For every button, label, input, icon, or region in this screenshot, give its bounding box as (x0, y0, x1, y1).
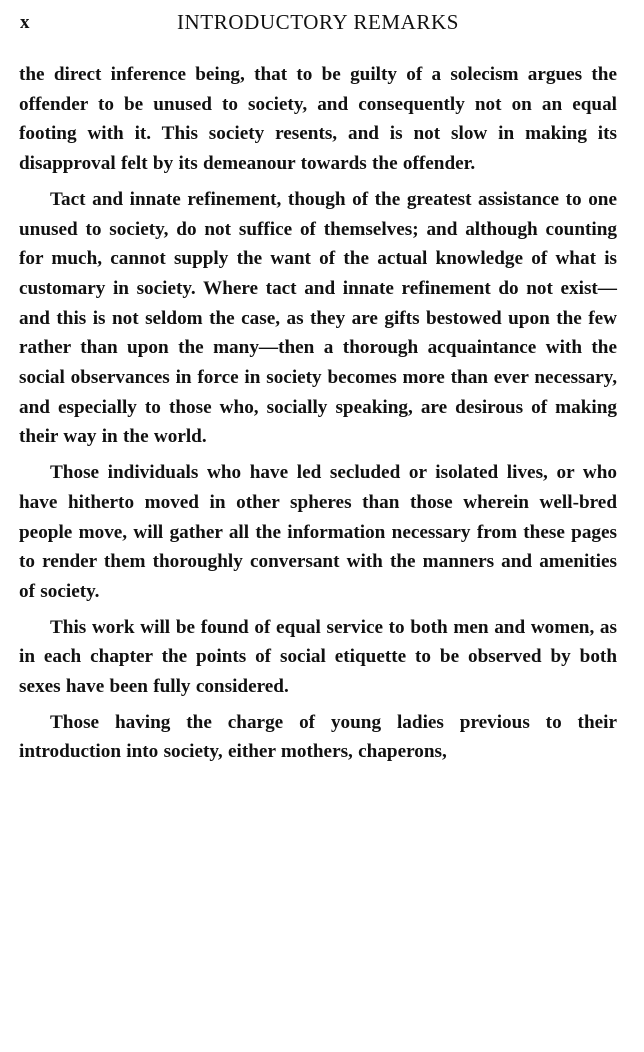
paragraph-young-ladies: Those having the charge of young ladies previous to their introduction into society, either mothers, chaperons, (19, 711, 617, 763)
paragraph-tact-and-refinement: Tact and innate refinement, though of the greatest assistance to one unused to society, do not suffice of themselves; and although counting for much, cannot supply the want of the actual knowledge of what is customary in society. Where tact and innate refinement do not exist—and this is not seldom the case, as they are gifts bestowed upon the few rather than upon the many—then a thorough acquaintance with the social observances in force in society becomes more than ever necessary, and especially to those who, socially speaking, are desirous of making their way in the world. (19, 188, 617, 448)
running-header (19, 6, 617, 38)
body-text (19, 60, 617, 767)
paragraph-continued: the direct inference being, that to be guilty of a solecism argues the offender to be unused to society, and consequently not on an equal footing with it. This society resents, and is not slow in making its disapproval felt by its demeanour towards the offender. (19, 64, 617, 175)
book-page (19, 6, 617, 773)
running-title: INTRODUCTORY REMARKS (176, 10, 460, 34)
paragraph-secluded-individuals: Those individuals who have led secluded or isolated lives, or who have hitherto moved in other spheres than those wherein well-bred people move, will gather all the information necessary from these pages to render them thoroughly conversant with the manners and amenities of society. (19, 462, 617, 602)
page-number: x (20, 12, 30, 33)
paragraph-service-to-both-sexes: This work will be found of equal service to both men and women, as in each chapter the points of social etiquette to be observed by both sexes have been fully considered. (19, 616, 617, 698)
